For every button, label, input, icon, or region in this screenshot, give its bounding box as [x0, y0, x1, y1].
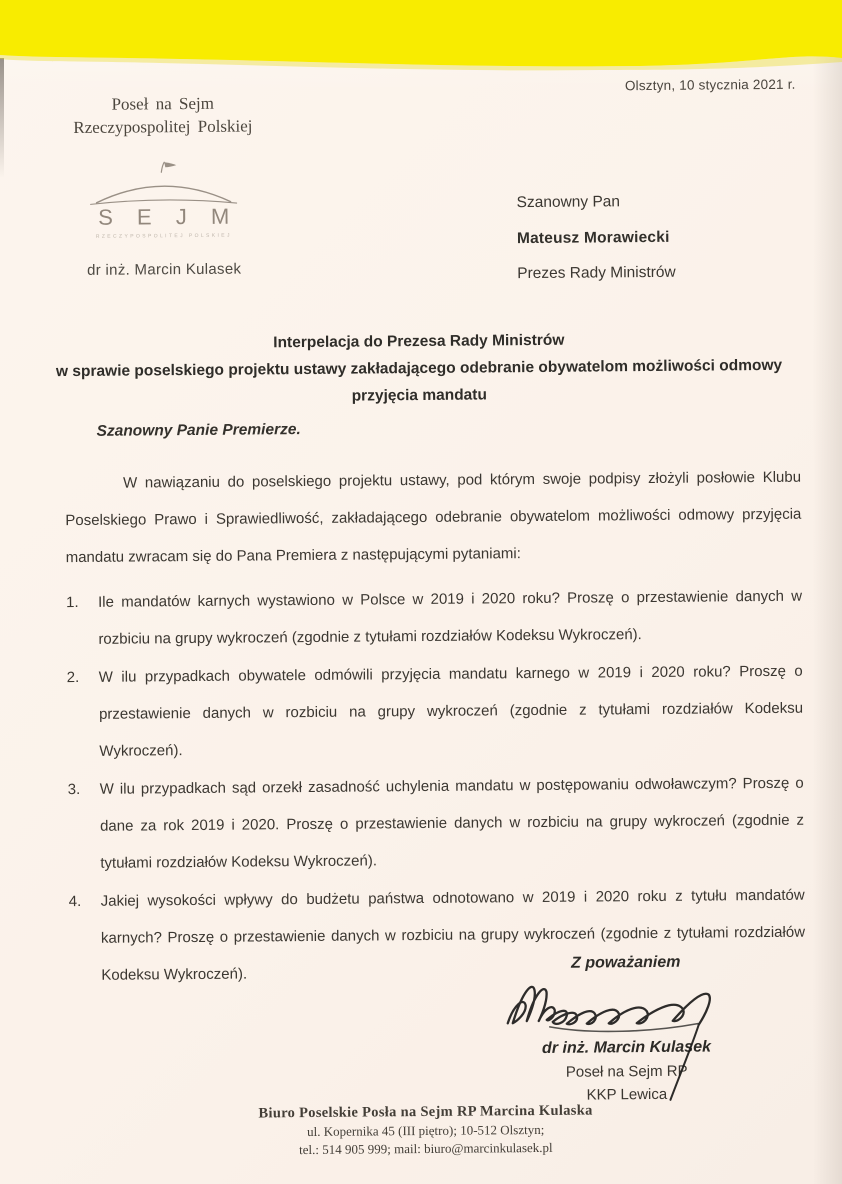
footer-office-name: Biuro Poselskie Posła na Sejm RP Marcina Kulaska: [258, 1102, 593, 1122]
greeting: Szanowny Panie Premierze.: [96, 421, 301, 440]
question-text: Ile mandatów karnych wystawiono w Polsce w 2019 i 2020 roku? Proszę o przestawienie danych w rozbiciu na grupy wykroczeń (zgodnie z tytułami rozdziałów Kodeksu Wykroczeń).: [98, 587, 803, 648]
footer-contact: tel.: 514 905 999; mail: biuro@marcinkulasek.pl: [299, 1139, 553, 1158]
question-number: 2.: [66, 668, 80, 687]
office-line-1: Poseł na Sejm: [111, 93, 214, 114]
recipient-title: Prezes Rady Ministrów: [517, 263, 676, 283]
date-line: Olsztyn, 10 stycznia 2021 r.: [624, 76, 796, 94]
subject-block: [38, 325, 801, 413]
signer-name: dr inż. Marcin Kulasek: [541, 1038, 712, 1057]
recipient-block: [516, 183, 817, 292]
sejm-logo: [48, 159, 279, 240]
office-title: [48, 91, 278, 139]
question-number: 1.: [66, 593, 79, 612]
recipient-salutation: Szanowny Pan: [516, 193, 621, 212]
question-item: [66, 578, 803, 658]
question-item: [68, 765, 805, 882]
closing-phrase: Z poważaniem: [570, 953, 681, 972]
recipient-name: Mateusz Morawiecki: [516, 228, 670, 247]
footer-address: ul. Kopernika 45 (III piętro); 10-512 Olsztyn;: [307, 1121, 545, 1140]
intro-paragraph: W nawiązaniu do poselskiego projektu ustawy, pod którym swoje podpisy złożyli posłowie Klubu Poselskiego Prawo i Sprawiedliwość, zakładającego odebranie obywatelom możliwości odmowy przyjęcia mandatu zwracam się do Pana Premiera z następującymi pytaniami:: [65, 468, 802, 567]
letterhead: [48, 91, 280, 279]
scan-edge-shadow: [0, 58, 4, 178]
signer-role-2: KKP Lewica: [586, 1085, 668, 1104]
sender-name: dr inż. Marcin Kulasek: [87, 260, 242, 279]
question-number: 3.: [67, 780, 81, 799]
letter-body: [65, 459, 806, 995]
subject-line-1: Interpelacja do Prezesa Rady Ministrów: [273, 331, 565, 352]
sejm-logo-word: S E J M: [98, 203, 239, 230]
question-number: 4.: [68, 892, 82, 911]
subject-line-3: przyjęcia mandatu: [351, 386, 487, 405]
yellow-strip-shape: [0, 0, 842, 72]
question-text: Jakiej wysokości wpływy do budżetu państwa odnotowano w 2019 i 2020 roku z tytułu mandatów karnych? Proszę o przestawienie danych w rozbiciu na grupy wykroczeń (zgodnie z tytułami rozdziałów Kodeksu Wykroczeń).: [100, 886, 806, 984]
sejm-dome-icon: [88, 160, 238, 207]
signer-role-1: Poseł na Sejm RP: [565, 1062, 688, 1081]
handwritten-signature: [501, 973, 742, 1115]
subject-line-2: w sprawie poselskiego projektu ustawy zakładającego odebranie obywatelom możliwości odmowy: [55, 356, 783, 381]
question-text: W ilu przypadkach sąd orzekł zasadność uchylenia mandatu w postępowaniu odwoławczym? Proszę o dane za rok 2019 i 2020. Proszę o przestawienie danych w rozbiciu na grupy wykroczeń (zgodnie z tytułami rozdziałów Kodeksu Wykroczeń).: [99, 774, 805, 872]
office-line-2: Rzeczypospolitej Polskiej: [73, 116, 253, 138]
questions-list: [66, 578, 806, 994]
question-text: W ilu przypadkach obywatele odmówili przyjęcia mandatu karnego w 2019 i 2020 roku? Proszę o przestawienie danych w rozbiciu na grupy wykroczeń (zgodnie z tytułami rozdziałów Kodeksu Wykroczeń).: [98, 662, 804, 760]
sejm-logo-subtext: RZECZYPOSPOLITEJ POLSKIEJ: [95, 232, 232, 240]
scan-yellow-strip: [0, 0, 842, 72]
question-item: [67, 653, 804, 770]
